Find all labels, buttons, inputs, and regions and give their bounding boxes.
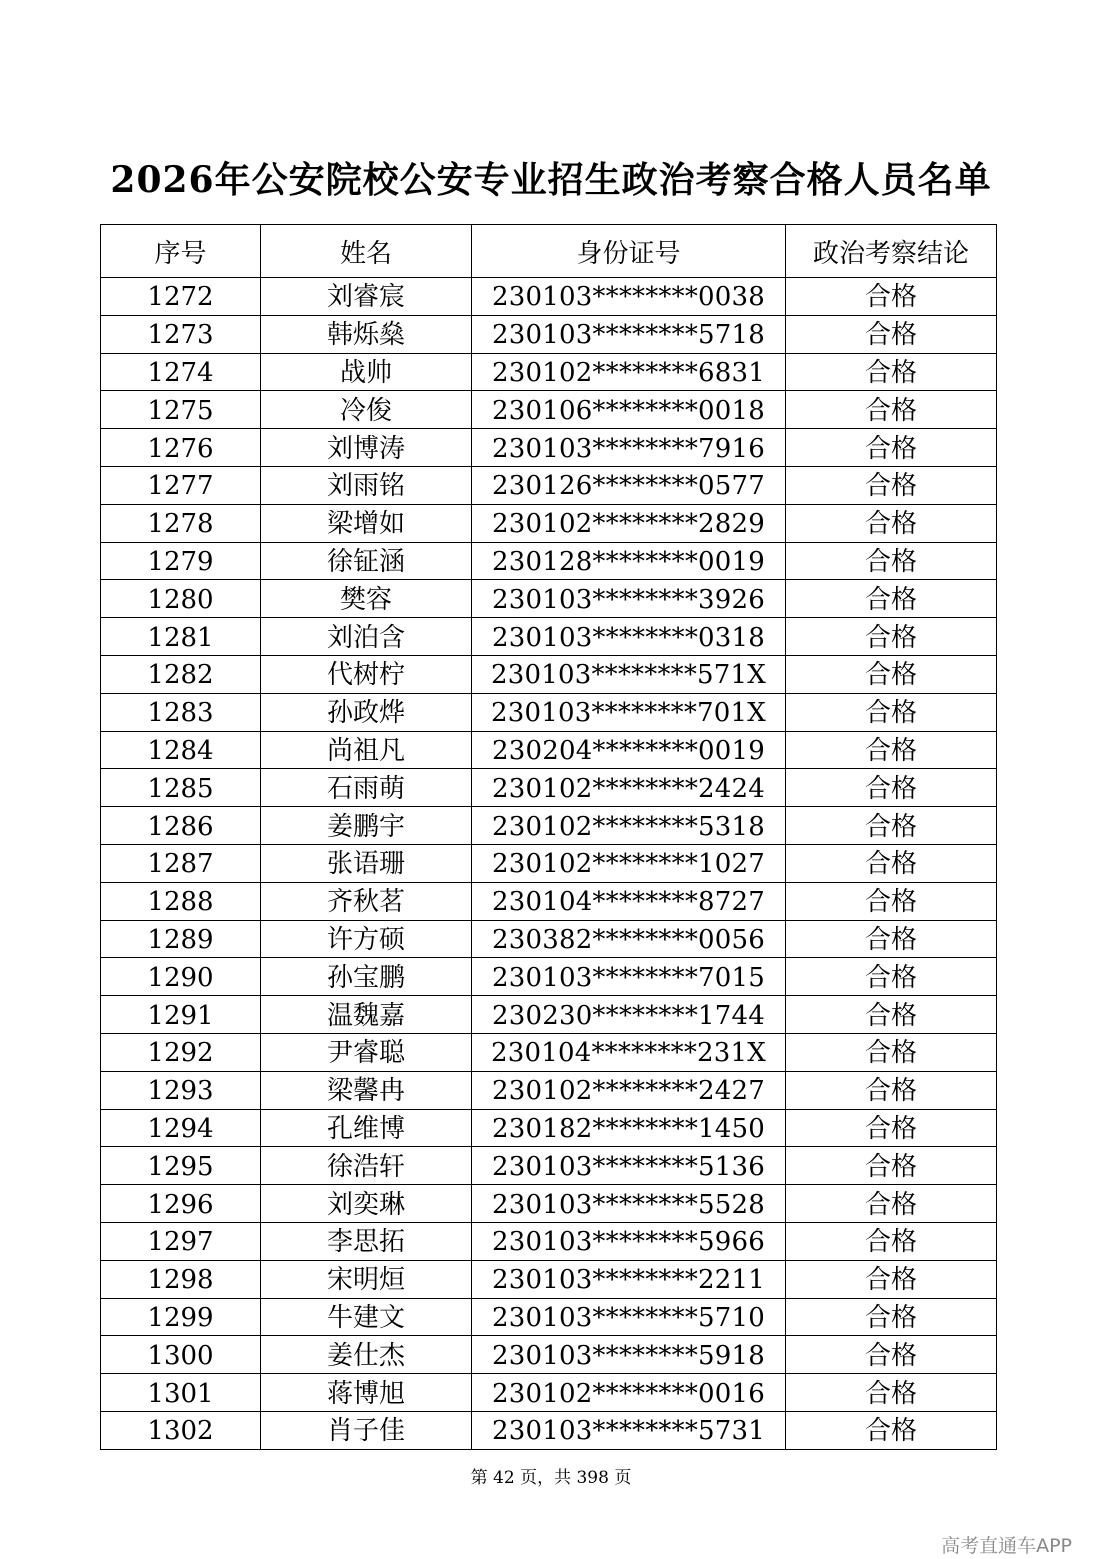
table-row (101, 655, 997, 693)
cell-id-number: 230103********2211 (472, 1260, 786, 1298)
cell-result: 合格 (786, 693, 997, 731)
cell-id-number: 230103********5918 (472, 1336, 786, 1374)
table-row (101, 1411, 997, 1449)
table-row (101, 693, 997, 731)
cell-name: 宋明烜 (261, 1260, 472, 1298)
table-row (101, 1109, 997, 1147)
column-header-name: 姓名 (261, 225, 472, 278)
roster-table (100, 224, 997, 1450)
cell-seq: 1296 (101, 1185, 261, 1223)
cell-id-number: 230104********231X (472, 1033, 786, 1071)
cell-id-number: 230128********0019 (472, 542, 786, 580)
cell-name: 孙政烨 (261, 693, 472, 731)
cell-name: 徐浩轩 (261, 1147, 472, 1185)
page-number: 第 42 页，共 398 页 (470, 1468, 632, 1488)
cell-id-number: 230103********3926 (472, 580, 786, 618)
cell-result: 合格 (786, 1109, 997, 1147)
table-row (101, 466, 997, 504)
cell-name: 许方硕 (261, 920, 472, 958)
cell-result: 合格 (786, 1147, 997, 1185)
cell-result: 合格 (786, 618, 997, 656)
cell-name: 张语珊 (261, 844, 472, 882)
cell-result: 合格 (786, 1222, 997, 1260)
cell-id-number: 230103********5718 (472, 315, 786, 353)
table-row (101, 920, 997, 958)
cell-seq: 1295 (101, 1147, 261, 1185)
cell-result: 合格 (786, 958, 997, 996)
cell-result: 合格 (786, 1298, 997, 1336)
table-row (101, 278, 997, 316)
cell-name: 肖子佳 (261, 1411, 472, 1449)
table-row (101, 1298, 997, 1336)
cell-id-number: 230204********0019 (472, 731, 786, 769)
cell-name: 姜鹏宇 (261, 807, 472, 845)
table-row (101, 844, 997, 882)
cell-result: 合格 (786, 882, 997, 920)
table-row (101, 391, 997, 429)
cell-name: 温魏嘉 (261, 996, 472, 1034)
cell-result: 合格 (786, 731, 997, 769)
cell-id-number: 230106********0018 (472, 391, 786, 429)
cell-id-number: 230102********0016 (472, 1374, 786, 1412)
cell-id-number: 230103********5710 (472, 1298, 786, 1336)
cell-name: 刘泊含 (261, 618, 472, 656)
cell-result: 合格 (786, 429, 997, 467)
cell-result: 合格 (786, 391, 997, 429)
column-header-result: 政治考察结论 (786, 225, 997, 278)
cell-id-number: 230103********0318 (472, 618, 786, 656)
cell-name: 韩烁燊 (261, 315, 472, 353)
table-row (101, 1336, 997, 1374)
cell-name: 孙宝鹏 (261, 958, 472, 996)
table-row (101, 429, 997, 467)
cell-result: 合格 (786, 807, 997, 845)
cell-id-number: 230103********571X (472, 655, 786, 693)
cell-result: 合格 (786, 1071, 997, 1109)
cell-seq: 1290 (101, 958, 261, 996)
cell-result: 合格 (786, 996, 997, 1034)
cell-seq: 1287 (101, 844, 261, 882)
cell-name: 牛建文 (261, 1298, 472, 1336)
cell-seq: 1298 (101, 1260, 261, 1298)
cell-seq: 1281 (101, 618, 261, 656)
cell-result: 合格 (786, 769, 997, 807)
cell-id-number: 230230********1744 (472, 996, 786, 1034)
table-row (101, 1147, 997, 1185)
cell-result: 合格 (786, 504, 997, 542)
cell-id-number: 230102********1027 (472, 844, 786, 882)
cell-id-number: 230102********2427 (472, 1071, 786, 1109)
cell-name: 尚祖凡 (261, 731, 472, 769)
cell-seq: 1293 (101, 1071, 261, 1109)
cell-id-number: 230126********0577 (472, 466, 786, 504)
table-row (101, 618, 997, 656)
cell-seq: 1301 (101, 1374, 261, 1412)
cell-seq: 1276 (101, 429, 261, 467)
cell-name: 尹睿聪 (261, 1033, 472, 1071)
cell-seq: 1273 (101, 315, 261, 353)
cell-id-number: 230103********7015 (472, 958, 786, 996)
watermark-text: 高考直通车APP (941, 1535, 1072, 1557)
cell-id-number: 230102********2424 (472, 769, 786, 807)
cell-seq: 1279 (101, 542, 261, 580)
cell-seq: 1302 (101, 1411, 261, 1449)
cell-seq: 1283 (101, 693, 261, 731)
cell-id-number: 230103********5731 (472, 1411, 786, 1449)
cell-id-number: 230103********701X (472, 693, 786, 731)
table-row (101, 504, 997, 542)
table-row (101, 1185, 997, 1223)
cell-seq: 1277 (101, 466, 261, 504)
table-row (101, 958, 997, 996)
cell-seq: 1280 (101, 580, 261, 618)
cell-seq: 1289 (101, 920, 261, 958)
cell-seq: 1300 (101, 1336, 261, 1374)
table-row (101, 353, 997, 391)
cell-name: 战帅 (261, 353, 472, 391)
cell-name: 孔维博 (261, 1109, 472, 1147)
table-row (101, 580, 997, 618)
table-row (101, 807, 997, 845)
cell-name: 姜仕杰 (261, 1336, 472, 1374)
cell-seq: 1286 (101, 807, 261, 845)
cell-result: 合格 (786, 1260, 997, 1298)
cell-seq: 1292 (101, 1033, 261, 1071)
cell-name: 李思拓 (261, 1222, 472, 1260)
table-header-row (101, 225, 997, 278)
cell-result: 合格 (786, 466, 997, 504)
table-row (101, 1260, 997, 1298)
table-row (101, 882, 997, 920)
table-row (101, 542, 997, 580)
cell-id-number: 230103********7916 (472, 429, 786, 467)
table-row (101, 1374, 997, 1412)
cell-name: 石雨萌 (261, 769, 472, 807)
cell-result: 合格 (786, 542, 997, 580)
cell-seq: 1299 (101, 1298, 261, 1336)
cell-seq: 1288 (101, 882, 261, 920)
cell-id-number: 230102********5318 (472, 807, 786, 845)
cell-id-number: 230102********6831 (472, 353, 786, 391)
cell-result: 合格 (786, 278, 997, 316)
table-row (101, 769, 997, 807)
cell-name: 蒋博旭 (261, 1374, 472, 1412)
cell-id-number: 230382********0056 (472, 920, 786, 958)
cell-result: 合格 (786, 580, 997, 618)
cell-id-number: 230103********0038 (472, 278, 786, 316)
cell-result: 合格 (786, 1411, 997, 1449)
cell-id-number: 230104********8727 (472, 882, 786, 920)
table-body (101, 278, 997, 1450)
cell-name: 冷俊 (261, 391, 472, 429)
cell-result: 合格 (786, 1336, 997, 1374)
cell-id-number: 230182********1450 (472, 1109, 786, 1147)
cell-seq: 1274 (101, 353, 261, 391)
table-row (101, 1222, 997, 1260)
cell-seq: 1284 (101, 731, 261, 769)
page-title: 2026年公安院校公安专业招生政治考察合格人员名单 (110, 159, 992, 201)
cell-seq: 1282 (101, 655, 261, 693)
cell-result: 合格 (786, 1374, 997, 1412)
cell-name: 齐秋茗 (261, 882, 472, 920)
cell-name: 刘睿宸 (261, 278, 472, 316)
cell-seq: 1297 (101, 1222, 261, 1260)
cell-seq: 1291 (101, 996, 261, 1034)
table-row (101, 731, 997, 769)
cell-seq: 1285 (101, 769, 261, 807)
cell-seq: 1278 (101, 504, 261, 542)
cell-name: 刘博涛 (261, 429, 472, 467)
cell-name: 樊容 (261, 580, 472, 618)
column-header-id: 身份证号 (472, 225, 786, 278)
cell-id-number: 230103********5966 (472, 1222, 786, 1260)
cell-seq: 1275 (101, 391, 261, 429)
cell-name: 梁馨冉 (261, 1071, 472, 1109)
table-row (101, 1071, 997, 1109)
cell-seq: 1272 (101, 278, 261, 316)
cell-name: 代树柠 (261, 655, 472, 693)
cell-result: 合格 (786, 655, 997, 693)
table-row (101, 1033, 997, 1071)
cell-result: 合格 (786, 844, 997, 882)
cell-id-number: 230103********5528 (472, 1185, 786, 1223)
cell-result: 合格 (786, 315, 997, 353)
cell-name: 徐钲涵 (261, 542, 472, 580)
cell-id-number: 230103********5136 (472, 1147, 786, 1185)
cell-result: 合格 (786, 1185, 997, 1223)
cell-name: 刘雨铭 (261, 466, 472, 504)
cell-result: 合格 (786, 1033, 997, 1071)
table-row (101, 315, 997, 353)
cell-id-number: 230102********2829 (472, 504, 786, 542)
table-row (101, 996, 997, 1034)
column-header-seq: 序号 (101, 225, 261, 278)
cell-name: 梁增如 (261, 504, 472, 542)
cell-name: 刘奕琳 (261, 1185, 472, 1223)
cell-result: 合格 (786, 920, 997, 958)
cell-seq: 1294 (101, 1109, 261, 1147)
cell-result: 合格 (786, 353, 997, 391)
